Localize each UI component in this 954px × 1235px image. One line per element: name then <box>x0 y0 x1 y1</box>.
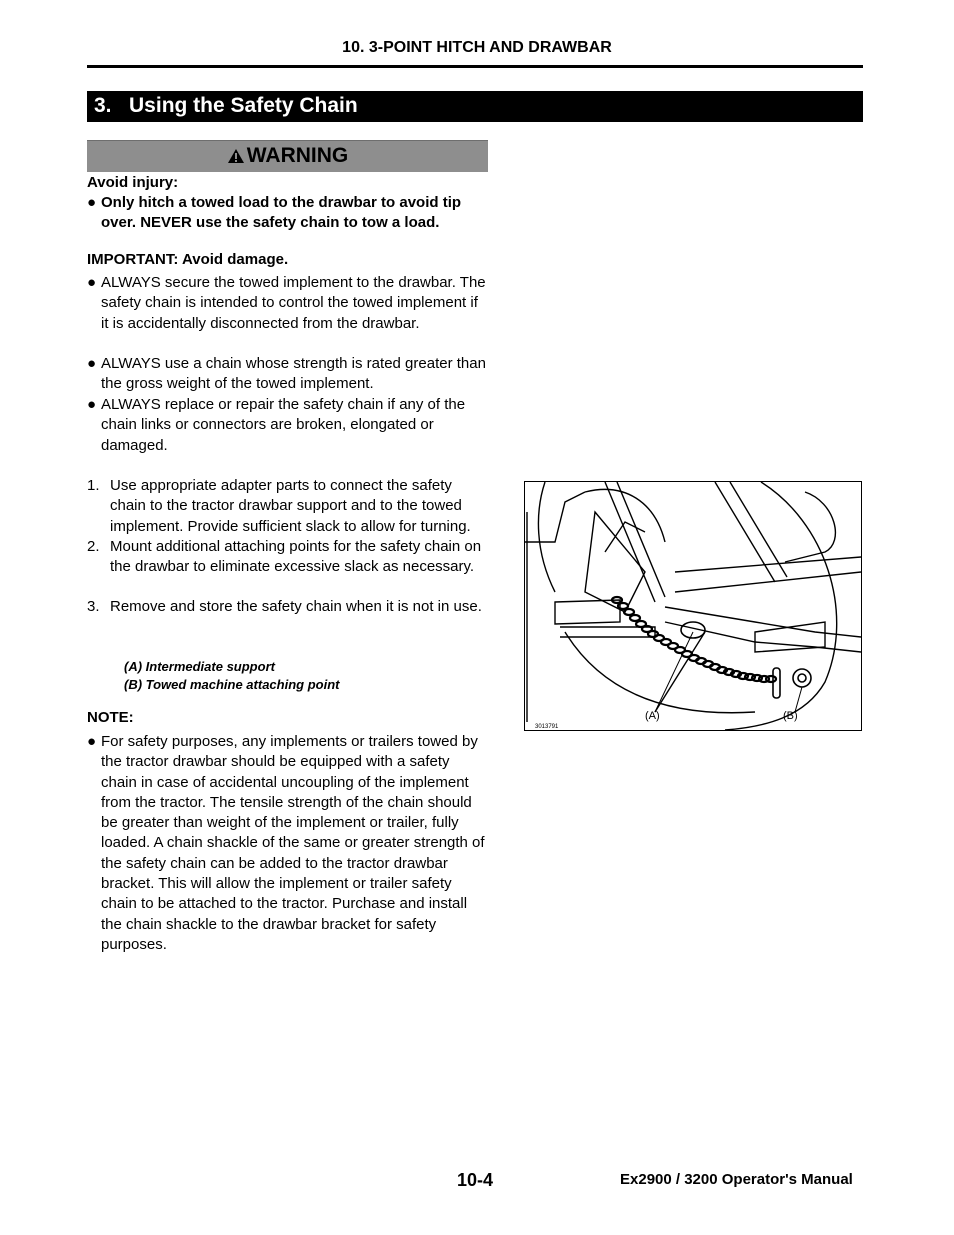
important-item-text: ALWAYS secure the towed implement to the drawbar. The safety chain is intended to control the towed implement if it is accidentally disconnected from the drawbar. <box>101 274 486 332</box>
step-item <box>87 537 489 578</box>
warning-banner <box>87 140 488 172</box>
important-item <box>87 273 489 334</box>
bullet-icon: ● <box>87 274 97 291</box>
warning-item <box>87 193 489 234</box>
important-heading: IMPORTANT: Avoid damage. <box>87 251 289 268</box>
note-item <box>87 732 489 955</box>
safety-chain-illustration <box>525 482 861 730</box>
step-text: Use appropriate adapter parts to connect the safety chain to the tractor drawbar support and to the towed implement. Provide sufficient slack to allow for turning. <box>110 477 471 535</box>
step-item <box>87 597 489 617</box>
warning-item-text: Only hitch a towed load to the drawbar to avoid tip over. NEVER use the safety chain to tow a load. <box>101 194 462 232</box>
important-item-text: ALWAYS use a chain whose strength is rated greater than the gross weight of the towed implement. <box>101 355 486 393</box>
warning-intro: Avoid injury: <box>87 174 179 191</box>
note-heading: NOTE: <box>87 709 134 726</box>
section-title: 3. Using the Safety Chain <box>94 94 358 117</box>
section-title-bar <box>87 91 863 122</box>
bullet-icon: ● <box>87 396 97 413</box>
warning-triangle-icon <box>227 148 245 164</box>
step-text: Mount additional attaching points for the safety chain on the drawbar to eliminate excessive slack as necessary. <box>110 538 482 576</box>
callout-b-label: (B) <box>783 710 798 722</box>
bullet-icon: ● <box>87 733 97 750</box>
header-rule <box>87 65 863 68</box>
figure-caption: (A) Intermediate support <box>124 659 275 674</box>
safety-chain-figure <box>524 481 862 731</box>
step-number: 3. <box>87 598 100 615</box>
important-item-text: ALWAYS replace or repair the safety chain if any of the chain links or connectors are broken, elongated or damaged. <box>101 396 466 454</box>
important-item <box>87 354 489 395</box>
callout-a-label: (A) <box>645 710 660 722</box>
warning-label: WARNING <box>246 144 349 167</box>
page-number: 10-4 <box>457 1170 494 1190</box>
bullet-icon: ● <box>87 355 97 372</box>
manual-title: Ex2900 / 3200 Operator's Manual <box>620 1171 853 1188</box>
step-item <box>87 476 489 537</box>
step-text: Remove and store the safety chain when it is not in use. <box>110 598 482 615</box>
figure-id: 3013791 <box>535 724 559 730</box>
step-number: 2. <box>87 538 100 555</box>
bullet-icon: ● <box>87 194 97 211</box>
note-item-text: For safety purposes, any implements or trailers towed by the tractor drawbar should be equipped with a safety chain in case of accidental uncoupling of the implement from the tractor. The tensile strength of the chain should be greater than weight of the implement or trailer, fully loaded. A chain shackle of the same or greater strength of the safety chain can be added to the tractor drawbar bracket. This will allow the implement or trailer safety chain to be attached to the tractor. Purchase and install the chain shackle to the drawbar bracket for safety purposes. <box>101 733 485 953</box>
important-item <box>87 395 489 456</box>
page-header-title: 10. 3-POINT HITCH AND DRAWBAR <box>342 39 612 56</box>
step-number: 1. <box>87 477 100 494</box>
figure-caption: (B) Towed machine attaching point <box>124 677 340 692</box>
